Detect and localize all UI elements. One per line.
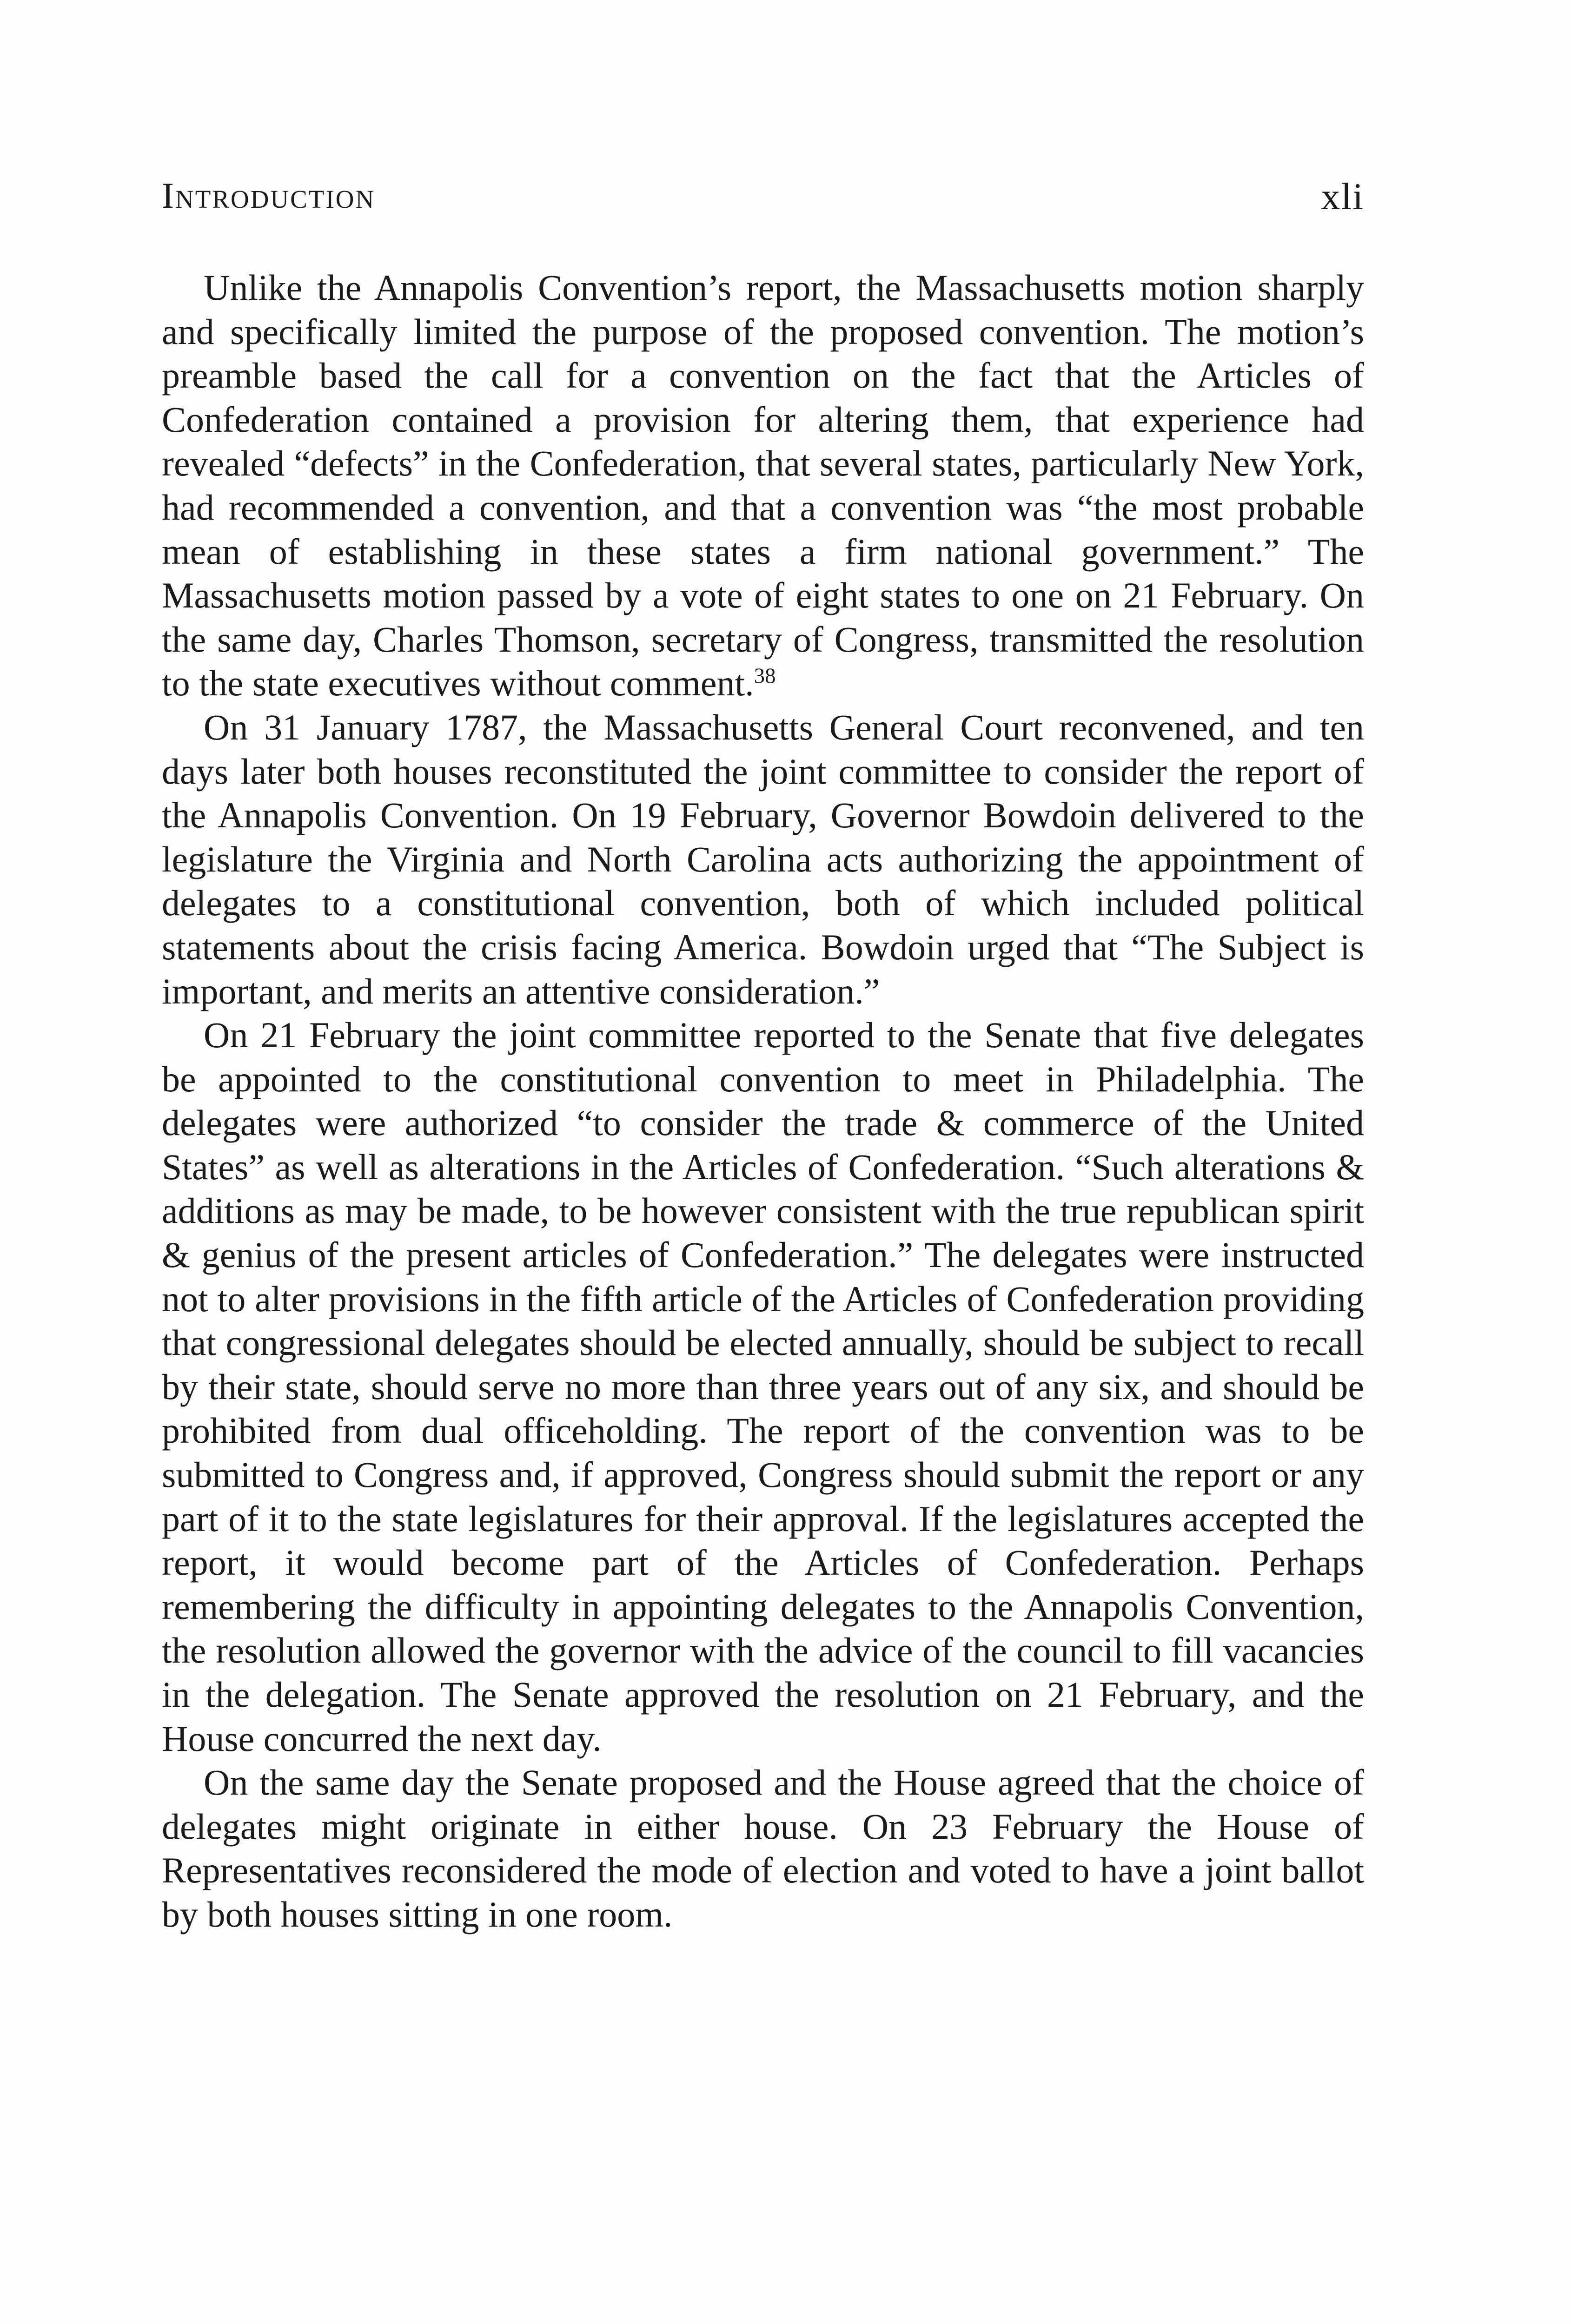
body-text (162, 266, 1364, 1937)
running-title: Introduction (162, 175, 376, 216)
running-head (162, 175, 1364, 226)
paragraph-3 (162, 1013, 1364, 1761)
paragraph-1 (162, 266, 1364, 706)
page-number: xli (1321, 175, 1364, 218)
paragraph-4 (162, 1761, 1364, 1936)
paragraph-2-text: On 31 January 1787, the Massachusetts General Court reconvened, and ten days later both houses reconstituted the joint committee to consider the report of the Annapolis Convention. On 19 February, Governor Bowdoin delivered to the legislature the Virginia and North Carolina acts authorizing the appointment of delegates to a constitutional convention, both of which included political statements about the crisis facing America. Bowdoin urged that “The Subject is important, and merits an attentive consideration.” (162, 706, 1364, 1011)
paragraph-1-text: Unlike the Annapolis Convention’s report, the Massachusetts motion sharply and specifically limited the purpose of the proposed convention. The motion’s preamble based the call for a convention on the fact that the Articles of Confederation contained a provision for altering them, that experience had revealed “defects” in the Confederation, that several states, particularly New York, had recommended a convention, and that a convention was “the most probable mean of establishing in these states a firm national government.” The Massachusetts motion passed by a vote of eight states to one on 21 February. On the same day, Charles Thomson, secretary of Congress, transmitted the resolution to the state executives without comment. (162, 267, 1364, 704)
footnote-marker: 38 (754, 664, 776, 688)
paragraph-3-text: On 21 February the joint committee reported to the Senate that five delegates be appointed to the constitutional convention to meet in Philadelphia. The delegates were authorized “to consider the trade & commerce of the United States” as well as alterations in the Articles of Confederation. “Such alterations & additions as may be made, to be however consistent with the true republican spirit & genius of the present articles of Confederation.” The delegates were instructed not to alter provisions in the fifth article of the Articles of Confederation providing that congressional delegates should be elected annually, should be subject to recall by their state, should serve no more than three years out of any six, and should be prohibited from dual officeholding. The report of the convention was to be submitted to Congress and, if approved, Congress should submit the report or any part of it to the state legislatures for their approval. If the legislatures accepted the report, it would become part of the Articles of Confederation. Perhaps remembering the difficulty in appointing delegates to the Annapolis Convention, the resolution allowed the governor with the advice of the council to fill vacancies in the delegation. The Senate approved the resolution on 21 February, and the House concurred the next day. (162, 1015, 1364, 1759)
paragraph-4-text: On the same day the Senate proposed and the House agreed that the choice of delegates might originate in either house. On 23 February the House of Representatives reconsidered the mode of election and voted to have a joint ballot by both houses sitting in one room. (162, 1762, 1364, 1934)
paragraph-2 (162, 706, 1364, 1013)
